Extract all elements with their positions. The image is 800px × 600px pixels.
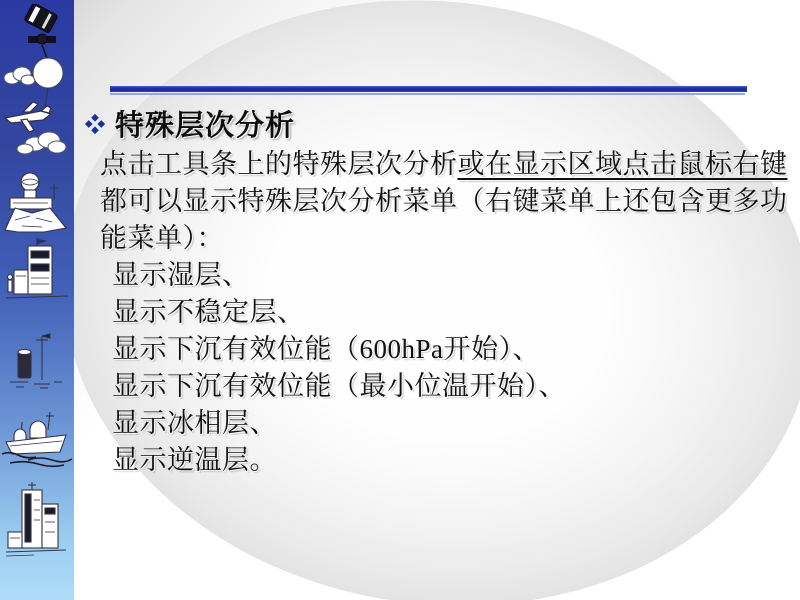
weather-bureau-building-icon: [4, 480, 70, 560]
ocean-buoy-icon: [8, 332, 64, 394]
paragraph: [100, 146, 790, 257]
airplane-icon: [1, 100, 73, 158]
list-item: 显示逆温层。: [112, 445, 277, 475]
research-ship-icon: [0, 402, 74, 470]
list-item: 显示冰相层、: [112, 408, 277, 438]
list-item: 显示不稳定层、: [112, 297, 305, 327]
satellite-icon: [14, 4, 66, 60]
weather-office-icon: [4, 236, 70, 306]
radar-station-icon: [2, 170, 72, 234]
layer-list: [112, 257, 772, 479]
slide-title: 特殊层次分析: [115, 110, 296, 142]
list-item: 显示下沉有效位能（最小位温开始）、: [112, 371, 566, 401]
list-item: 显示下沉有效位能（600hPa开始）、: [112, 334, 540, 364]
diamond-bullet-icon: [84, 113, 106, 135]
paragraph-line-1: [100, 146, 790, 183]
sidebar-illustration-strip: [0, 0, 74, 600]
paragraph-line-1-underlined-text: 或在显示区域点击鼠标右键: [457, 149, 788, 179]
title-row: [84, 103, 295, 144]
accent-rule: [110, 86, 747, 92]
paragraph-line-1-text: 点击工具条上的特殊层次分析: [100, 149, 458, 179]
paragraph-line-2: 都可以显示特殊层次分析菜单（右键菜单上还包含更多功: [100, 186, 788, 216]
list-item: 显示湿层、: [112, 260, 250, 290]
paragraph-line-3: 能菜单）：: [100, 223, 224, 253]
